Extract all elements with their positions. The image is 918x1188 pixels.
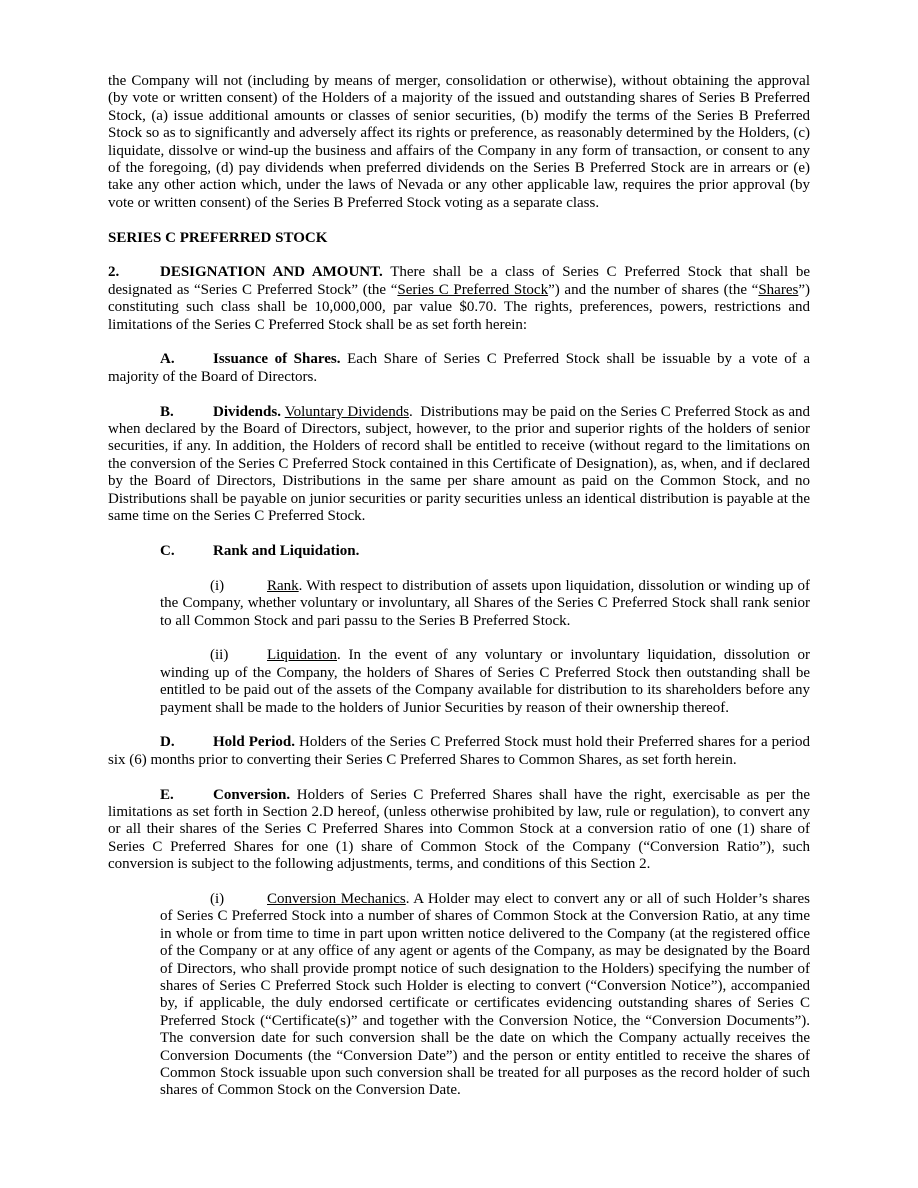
text-run: Rank [267,577,299,594]
text-run: Conversion Mechanics [267,890,406,907]
section-label: 2. [108,264,120,281]
para-c-rank-and-liquidation [108,543,810,560]
text-run: ”) constituting such class shall be 10,000,000, par value $0.70. The rights, preferences, powers, restrictions and limitations of the Series C Preferred Stock shall be as set forth herein: [108,281,810,333]
para-b-dividends [108,404,810,526]
text-run: Liquidation [267,647,337,664]
text-run: Conversion. [213,786,291,803]
text-run: the Company will not (including by means of merger, consolidation or otherwise), without obtaining the approval (by vote or written consent) of the Holders of a majority of the issued and outstanding shares of Series B Preferred Stock, (a) issue additional amounts or classes of senior securities, (b) modify the terms of the Series B Preferred Stock so as to significantly and adversely affect its rights or preference, as reasonably determined by the Holders, (c) liquidate, dissolve or wind-up the business and affairs of the Company in any form of transaction, or consent to any of the foregoing, (d) pay dividends when preferred dividends on the Series B Preferred Stock are in arrears or (e) take any other action which, under the laws of Nevada or any other applicable law, requires the prior approval (by vote or written consent) of the Series B Preferred Stock voting as a separate class. [108,73,810,211]
text-run: Rank and Liquidation. [213,542,360,559]
para-e-conversion [108,787,810,874]
text-run: Issuance of Shares. [213,351,341,368]
text-run: . In the event of any voluntary or involuntary liquidation, dissolution or winding up of the Company, the holders of Shares of Series C Preferred Stock then outstanding shall be entitled to be paid out of the assets of the Company available for distribution to its shareholders before any payment shall be made to the holders of Junior Securities by reason of their ownership thereof. [160,647,810,716]
text-run: Shares [758,281,799,298]
text-run: . With respect to distribution of assets upon liquidation, dissolution or winding up of the Company, whether voluntary or involuntary, all Shares of the Series C Preferred Stock shall rank senior to all Common Stock and pari passu to the Series B Preferred Stock. [160,577,810,629]
para-series-b-protective-provisions [108,73,810,212]
section-label: (ii) [210,647,229,664]
section-label: E. [160,786,174,803]
text-run: Holders of Series C Preferred Shares shall have the right, exercisable as per the limitations as set forth in Section 2.D hereof, (unless otherwise prohibited by law, rule or regulation), to convert any or all their shares of the Series C Preferred Shares into Common Stock at a conversion ratio of one (1) share of Series C Preferred Shares for one (1) share of Common Stock of the Company (“Conversion Ratio”), such conversion is subject to the following adjustments, terms, and conditions of this Section 2. [108,786,810,873]
para-2-designation-and-amount [108,264,810,334]
text-run: . A Holder may elect to convert any or all of such Holder’s shares of Series C Preferred Stock into a number of shares of Common Stock at the Conversion Ratio, at any time in whole or from time to time in part upon written notice delivered to the Company (at the registered office of the Company or at any office of any agent or agents of the Company, as may be designated by the Board of Directors, who shall provide prompt notice of such designation to the Holders) specifying the number of shares of Series C Preferred Stock such Holder is electing to convert (“Conversion Notice”), accompanied by, if applicable, the duly endorsed certificate or certificates evidencing outstanding shares of Series C Preferred Stock (“Certificate(s)” and together with the Conversion Notice, the “Conversion Documents”). The conversion date for such conversion shall be the date on which the Company actually receives the Conversion Documents (the “Conversion Date”) and the person or entity entitled to receive the shares of Common Stock issuable upon such conversion shall be treated for all purposes as the record holder of such shares of Common Stock on the Conversion Date. [160,890,810,1099]
text-run: There shall be a class of Series C Preferred Stock that shall be designated as “Series C Preferred Stock” (the “ [108,264,811,298]
section-label: A. [160,351,175,368]
para-c-ii-liquidation [160,647,810,717]
text-run: . Distributions may be paid on the Series C Preferred Stock as and when declared by the Board of Directors, subject, however, to the prior and superior rights of the holders of senior securities, if any. In addition, the Holders of record shall be entitled to receive (without regard to the limitations on the conversion of the Series C Preferred Stock contained in this Certificate of Designation), as, when, and if declared by the Board of Directors, Distributions in the same per share amount as paid on the Common Stock, and no Distributions shall be payable on junior securities or parity securities unless an identical distribution is payable at the same time on the Series C Preferred Stock. [108,403,810,525]
section-label: C. [160,542,175,559]
para-a-issuance-of-shares [108,351,810,386]
document-body [108,73,810,1100]
text-run: Hold Period. [213,734,295,751]
text-run: Dividends. [213,403,285,420]
text-run: SERIES C PREFERRED STOCK [108,229,328,246]
section-label: (i) [210,890,225,907]
para-e-i-conversion-mechanics [160,891,810,1100]
section-label: D. [160,734,175,751]
text-run: Series C Preferred Stock [397,281,549,298]
para-c-i-rank [160,578,810,630]
text-run: Each Share of Series C Preferred Stock shall be issuable by a vote of a majority of the Board of Directors. [108,351,810,385]
text-run: ”) and the number of shares (the “ [548,281,759,298]
text-run: Holders of the Series C Preferred Stock must hold their Preferred shares for a period six (6) months prior to converting their Series C Preferred Shares to Common Shares, as set forth herein. [108,734,810,768]
section-label: (i) [210,577,225,594]
text-run: DESIGNATION AND AMOUNT. [160,264,383,281]
heading-series-c-preferred-stock [108,230,810,247]
section-label: B. [160,403,174,420]
text-run: Voluntary Dividends [284,403,410,420]
para-d-hold-period [108,734,810,769]
